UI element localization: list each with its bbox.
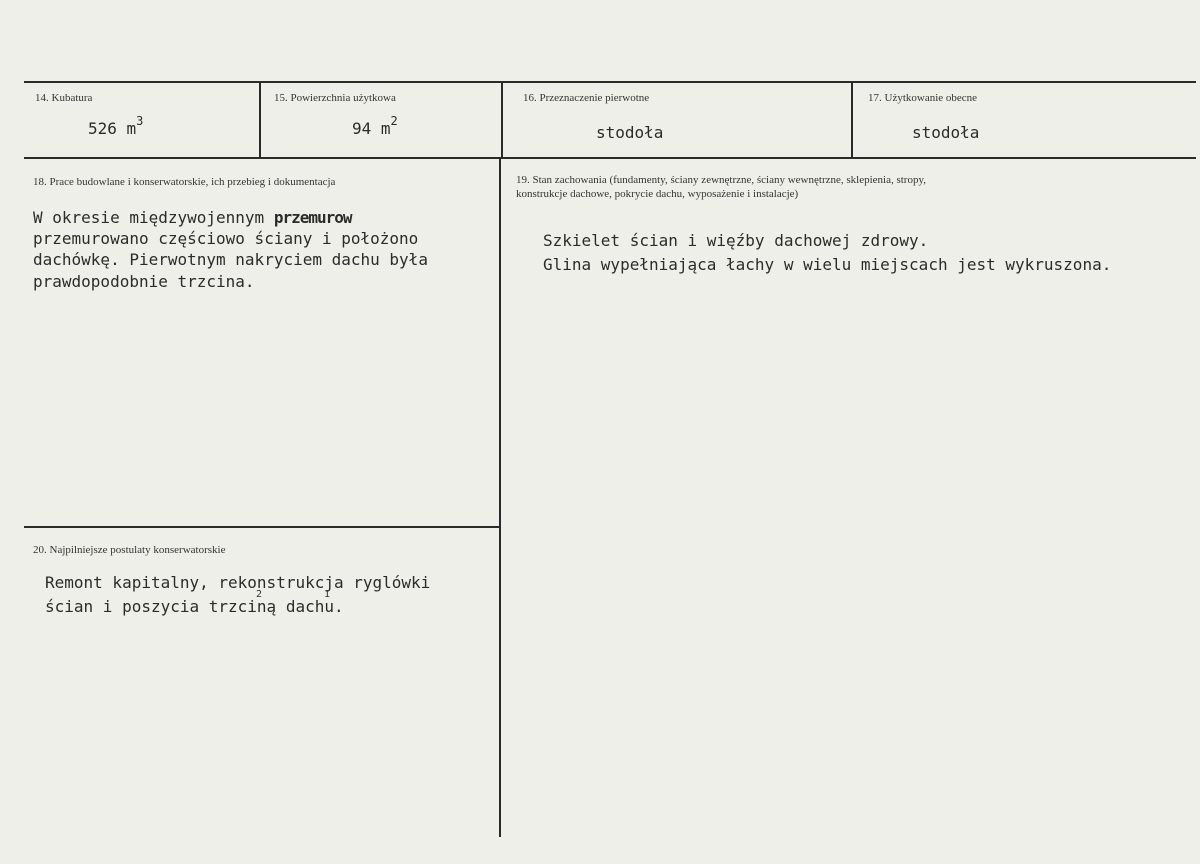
field-17-label: 17. Użytkowanie obecne	[868, 92, 978, 104]
field-16-value: stodoła	[596, 123, 664, 142]
header-top-rule	[24, 81, 1196, 83]
field-19-line-1: Szkielet ścian i więźby dachowej zdrowy.	[543, 231, 929, 250]
field-15-value: 94 $m^2$	[352, 114, 398, 138]
field-19-label-line-1: 19. Stan zachowania (fundamenty, ściany zewnętrzne, ściany wewnętrzne, sklepienia, stropy,	[516, 174, 927, 186]
header-divider-3	[851, 81, 853, 158]
field-15-label: 15. Powierzchnia użytkowa	[274, 92, 396, 104]
field-20-label: 20. Najpilniejsze postulaty konserwatorskie	[33, 544, 226, 556]
field-18-line-2: przemurowano częściowo ściany i położono	[33, 229, 419, 248]
header-divider-2	[501, 81, 503, 158]
field-14-value: 526 $m^3$	[88, 114, 144, 138]
body-divider	[499, 157, 501, 837]
header-divider-1	[259, 81, 261, 158]
section-20-rule	[24, 526, 500, 528]
field-18-line-3: dachówkę. Pierwotnym nakryciem dachu była	[33, 250, 428, 269]
field-18-line-4: prawdopodobnie trzcina.	[33, 272, 255, 291]
field-17-value: stodoła	[912, 123, 980, 142]
field-18-label: 18. Prace budowlane i konserwatorskie, ich przebieg i dokumentacja	[33, 176, 336, 188]
order-mark-1: 1	[324, 589, 331, 600]
order-mark-2: 2	[256, 589, 263, 600]
field-18-line-1: W okresie międzywojennym przemurow	[33, 208, 352, 227]
field-16-label: 16. Przeznaczenie pierwotne	[523, 92, 650, 104]
field-19-label-line-2: konstrukcje dachowe, pokrycie dachu, wyposażenie i instalacje)	[516, 188, 799, 200]
struck-word: przemurow	[273, 208, 352, 227]
field-14-label: 14. Kubatura	[35, 92, 93, 104]
field-20-line-1: Remont kapitalny, rekonstrukcja ryglówki	[45, 573, 431, 592]
field-20-line-2: ścian i poszycia trzciną dachu.	[45, 597, 344, 616]
header-bottom-rule	[24, 157, 1196, 159]
field-19-line-2: Glina wypełniająca łachy w wielu miejscach jest wykruszona.	[543, 255, 1112, 274]
